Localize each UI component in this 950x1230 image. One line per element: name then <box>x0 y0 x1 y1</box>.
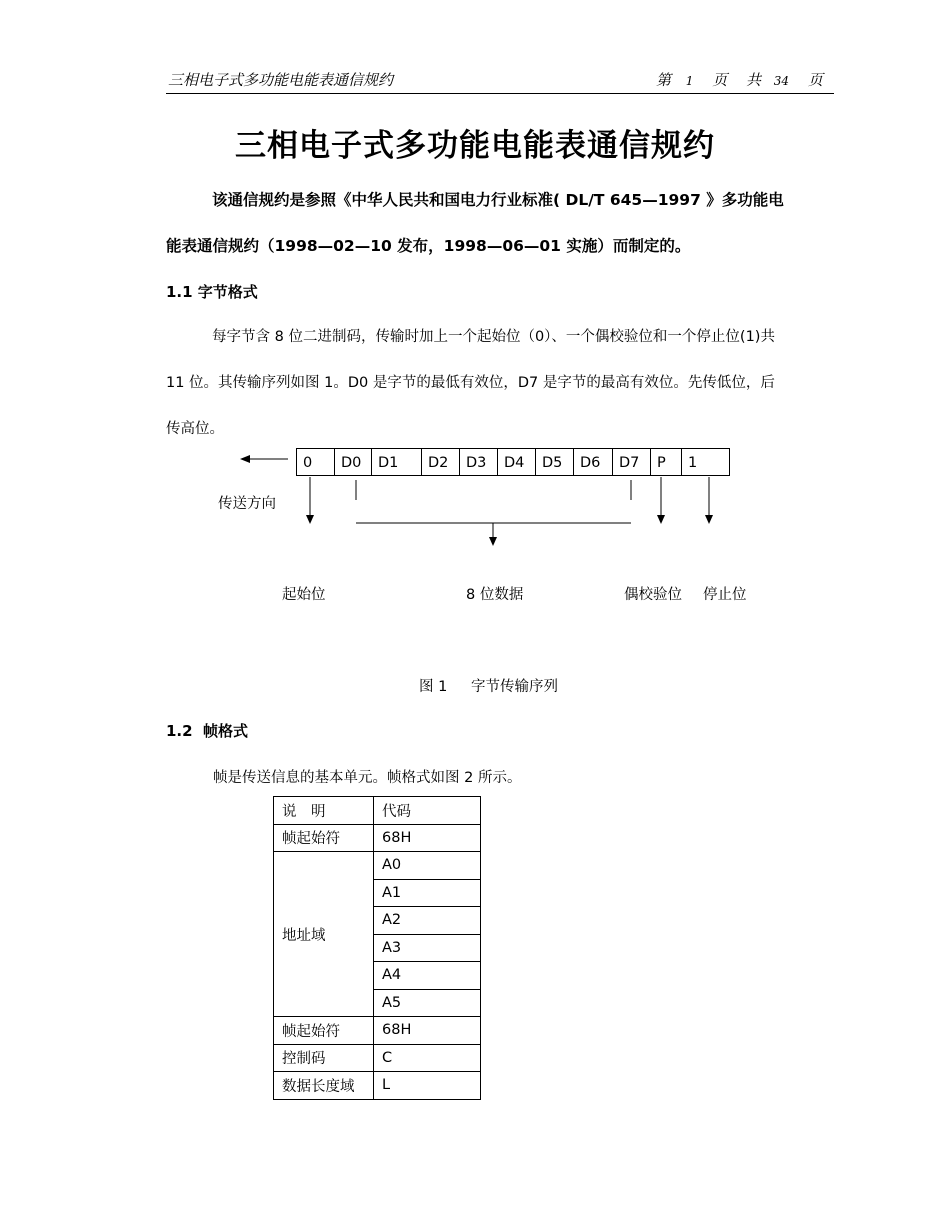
parity-arrow-icon <box>657 477 665 524</box>
page-mid: 页 共 <box>712 71 761 89</box>
start-bit-label: 起始位 <box>282 587 326 603</box>
table-row <box>274 852 481 880</box>
parity-bit-label: 偶校验位 <box>624 587 682 603</box>
section-1-2-heading: 1.2 帧格式 <box>166 722 249 740</box>
table-cell: A3 <box>374 934 481 962</box>
bit-cell: D7 <box>612 448 651 476</box>
stop-bit-arrow-icon <box>705 477 713 524</box>
table-cell: 帧起始符 <box>274 824 374 852</box>
bit-cell: D0 <box>334 448 372 476</box>
section-1-2-line-1: 帧是传送信息的基本单元。帧格式如图 2 所示。 <box>213 770 522 786</box>
table-cell: A4 <box>374 962 481 990</box>
table-cell: 68H <box>374 824 481 852</box>
table-header-code: 代码 <box>374 797 481 825</box>
bit-cell: D5 <box>535 448 574 476</box>
header-doc-title: 三相电子式多功能电能表通信规约 <box>168 71 394 89</box>
bit-cell: D3 <box>459 448 498 476</box>
bit-cell: D4 <box>497 448 536 476</box>
section-1-1-line-2: 11 位。其传输序列如图 1。D0 是字节的最低有效位，D7 是字节的最高有效位。先传低位，后 <box>166 375 775 391</box>
bit-cell: D1 <box>371 448 422 476</box>
table-cell: A0 <box>374 852 481 880</box>
table-cell-address: 地址域 <box>274 852 374 1017</box>
page-total: 34 <box>773 74 790 88</box>
bit-cell: D2 <box>421 448 460 476</box>
data-bracket-icon <box>356 480 631 546</box>
table-row <box>274 1017 481 1045</box>
frame-format-table <box>273 796 481 1100</box>
table-header-desc: 说 明 <box>274 797 374 825</box>
table-cell: A5 <box>374 989 481 1017</box>
page-number: 1 <box>685 74 694 88</box>
table-cell: 控制码 <box>274 1044 374 1072</box>
table-row <box>274 1072 481 1100</box>
intro-line-1: 该通信规约是参照《中华人民共和国电力行业标准( DL/T 645—1997 》多功能电 <box>212 191 784 209</box>
table-cell: C <box>374 1044 481 1072</box>
data-bits-label: 8 位数据 <box>466 587 524 603</box>
bit-cell: D6 <box>573 448 613 476</box>
direction-arrow-icon <box>240 455 288 463</box>
bit-cell: P <box>650 448 682 476</box>
table-cell: 68H <box>374 1017 481 1045</box>
table-row <box>274 824 481 852</box>
table-cell: 帧起始符 <box>274 1017 374 1045</box>
figure1-caption: 图 1 字节传输序列 <box>419 679 559 695</box>
section-1-1-line-1: 每字节含 8 位二进制码，传输时加上一个起始位（0）、一个偶校验位和一个停止位(1)共 <box>212 329 775 345</box>
bit-cell: 0 <box>296 448 335 476</box>
table-cell: L <box>374 1072 481 1100</box>
table-cell: A2 <box>374 907 481 935</box>
table-row <box>274 797 481 825</box>
bit-cell: 1 <box>681 448 730 476</box>
table-cell: A1 <box>374 879 481 907</box>
direction-label: 传送方向 <box>218 496 276 512</box>
intro-line-2: 能表通信规约（1998—02—10 发布，1998—06—01 实施）而制定的。 <box>166 237 691 255</box>
table-row <box>274 1044 481 1072</box>
section-1-1-line-3: 传高位。 <box>166 421 224 437</box>
table-cell: 数据长度域 <box>274 1072 374 1100</box>
start-bit-arrow-icon <box>306 477 314 524</box>
page-title: 三相电子式多功能电能表通信规约 <box>235 128 715 164</box>
page-prefix: 第 <box>656 71 672 89</box>
stop-bit-label: 停止位 <box>703 587 747 603</box>
section-1-1-heading: 1.1 字节格式 <box>166 283 258 301</box>
page-suffix: 页 <box>807 71 823 89</box>
